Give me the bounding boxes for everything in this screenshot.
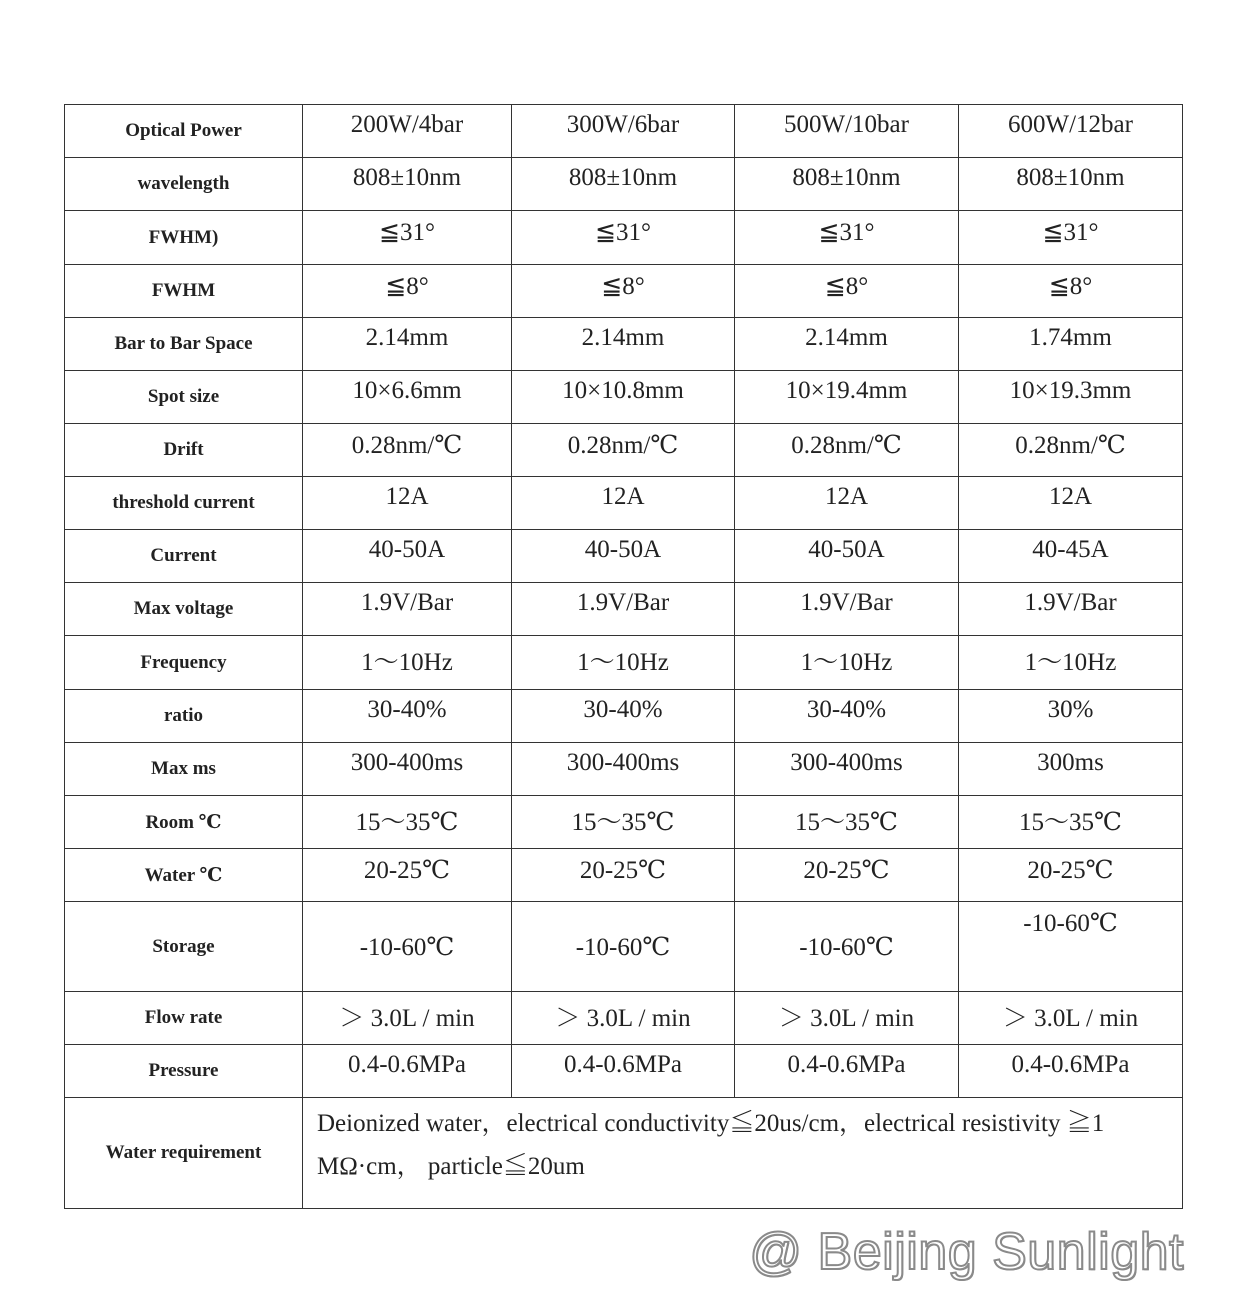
table-cell: 0.4-0.6MPa	[959, 1045, 1183, 1098]
table-cell: 1～10Hz	[303, 636, 512, 690]
table-cell: 2.14mm	[735, 318, 959, 371]
row-label: Max ms	[65, 743, 303, 796]
row-label: Spot size	[65, 371, 303, 424]
table-cell: ≦8°	[303, 265, 512, 318]
table-row	[65, 636, 1183, 690]
table-cell: 30%	[959, 690, 1183, 743]
table-row	[65, 690, 1183, 743]
table-cell: 15～35℃	[959, 796, 1183, 849]
table-cell: ＞ 3.0L / min	[512, 992, 735, 1045]
row-label: Water requirement	[65, 1098, 303, 1209]
table-cell: 808±10nm	[735, 158, 959, 211]
table-cell: ≦31°	[512, 211, 735, 265]
table-cell: ≦8°	[735, 265, 959, 318]
table-cell: -10-60℃	[735, 902, 959, 992]
row-label: Drift	[65, 424, 303, 477]
table-row	[65, 1045, 1183, 1098]
table-cell: 20-25℃	[512, 849, 735, 902]
table-row	[65, 105, 1183, 158]
row-label: Max voltage	[65, 583, 303, 636]
spec-table	[64, 104, 1183, 1209]
table-cell: 1.9V/Bar	[303, 583, 512, 636]
table-cell: 0.28nm/℃	[303, 424, 512, 477]
table-cell: 0.28nm/℃	[512, 424, 735, 477]
row-label: Bar to Bar Space	[65, 318, 303, 371]
row-label: Optical Power	[65, 105, 303, 158]
table-row	[65, 477, 1183, 530]
table-row	[65, 583, 1183, 636]
table-cell: 0.4-0.6MPa	[512, 1045, 735, 1098]
table-cell: 0.28nm/℃	[735, 424, 959, 477]
table-cell: 30-40%	[512, 690, 735, 743]
table-cell: 15～35℃	[303, 796, 512, 849]
table-cell: 2.14mm	[303, 318, 512, 371]
table-row	[65, 992, 1183, 1045]
table-cell: 300ms	[959, 743, 1183, 796]
table-row-water-requirement	[65, 1098, 1183, 1209]
table-cell: 500W/10bar	[735, 105, 959, 158]
table-cell: ＞ 3.0L / min	[303, 992, 512, 1045]
table-row	[65, 211, 1183, 265]
table-cell: 20-25℃	[735, 849, 959, 902]
table-cell: -10-60℃	[303, 902, 512, 992]
table-cell: 12A	[303, 477, 512, 530]
row-label: Water ℃	[65, 849, 303, 902]
table-row	[65, 318, 1183, 371]
row-label: threshold current	[65, 477, 303, 530]
table-row	[65, 743, 1183, 796]
table-cell: 10×10.8mm	[512, 371, 735, 424]
row-label: FWHM)	[65, 211, 303, 265]
spec-table-body	[65, 105, 1183, 1209]
row-label: Frequency	[65, 636, 303, 690]
table-cell: 1.74mm	[959, 318, 1183, 371]
table-cell: 200W/4bar	[303, 105, 512, 158]
table-cell: 12A	[959, 477, 1183, 530]
table-cell: 808±10nm	[303, 158, 512, 211]
table-cell: 40-45A	[959, 530, 1183, 583]
table-cell: 808±10nm	[959, 158, 1183, 211]
watermark-text: @ Beijing Sunlight	[749, 1223, 1184, 1281]
table-row	[65, 796, 1183, 849]
table-cell: ≦31°	[959, 211, 1183, 265]
table-cell: 10×19.4mm	[735, 371, 959, 424]
table-cell: 15～35℃	[512, 796, 735, 849]
table-cell: ＞ 3.0L / min	[959, 992, 1183, 1045]
table-cell: 40-50A	[512, 530, 735, 583]
table-cell: 300-400ms	[735, 743, 959, 796]
table-cell: 1～10Hz	[735, 636, 959, 690]
table-cell: 300-400ms	[512, 743, 735, 796]
table-cell: ≦8°	[512, 265, 735, 318]
table-cell: 12A	[735, 477, 959, 530]
row-label: Storage	[65, 902, 303, 992]
table-row	[65, 849, 1183, 902]
table-cell: 300-400ms	[303, 743, 512, 796]
table-cell: 808±10nm	[512, 158, 735, 211]
row-label: Room ℃	[65, 796, 303, 849]
table-cell: 300W/6bar	[512, 105, 735, 158]
table-cell: -10-60℃	[959, 902, 1183, 992]
table-cell: 10×6.6mm	[303, 371, 512, 424]
table-cell: 20-25℃	[303, 849, 512, 902]
table-cell: ≦31°	[303, 211, 512, 265]
table-cell: ≦8°	[959, 265, 1183, 318]
table-row	[65, 902, 1183, 992]
table-cell: 600W/12bar	[959, 105, 1183, 158]
table-cell: 0.4-0.6MPa	[303, 1045, 512, 1098]
water-requirement-text: Deionized water，electrical conductivity≦20us/cm，electrical resistivity ≧1 MΩ·cm， particle≦20um	[303, 1098, 1183, 1209]
table-cell: 0.28nm/℃	[959, 424, 1183, 477]
table-cell: -10-60℃	[512, 902, 735, 992]
row-label: FWHM	[65, 265, 303, 318]
table-cell: 1～10Hz	[512, 636, 735, 690]
table-cell: 30-40%	[735, 690, 959, 743]
table-cell: 2.14mm	[512, 318, 735, 371]
row-label: Current	[65, 530, 303, 583]
table-cell: 1.9V/Bar	[512, 583, 735, 636]
table-cell: 40-50A	[735, 530, 959, 583]
table-cell: 30-40%	[303, 690, 512, 743]
table-cell: 12A	[512, 477, 735, 530]
table-cell: 0.4-0.6MPa	[735, 1045, 959, 1098]
table-row	[65, 530, 1183, 583]
table-cell: ≦31°	[735, 211, 959, 265]
table-cell: ＞ 3.0L / min	[735, 992, 959, 1045]
table-cell: 40-50A	[303, 530, 512, 583]
table-row	[65, 424, 1183, 477]
row-label: Pressure	[65, 1045, 303, 1098]
table-row	[65, 158, 1183, 211]
table-cell: 15～35℃	[735, 796, 959, 849]
table-cell: 1.9V/Bar	[735, 583, 959, 636]
table-row	[65, 371, 1183, 424]
row-label: Flow rate	[65, 992, 303, 1045]
table-cell: 10×19.3mm	[959, 371, 1183, 424]
table-cell: 1～10Hz	[959, 636, 1183, 690]
row-label: wavelength	[65, 158, 303, 211]
row-label: ratio	[65, 690, 303, 743]
table-row	[65, 265, 1183, 318]
table-cell: 20-25℃	[959, 849, 1183, 902]
table-cell: 1.9V/Bar	[959, 583, 1183, 636]
